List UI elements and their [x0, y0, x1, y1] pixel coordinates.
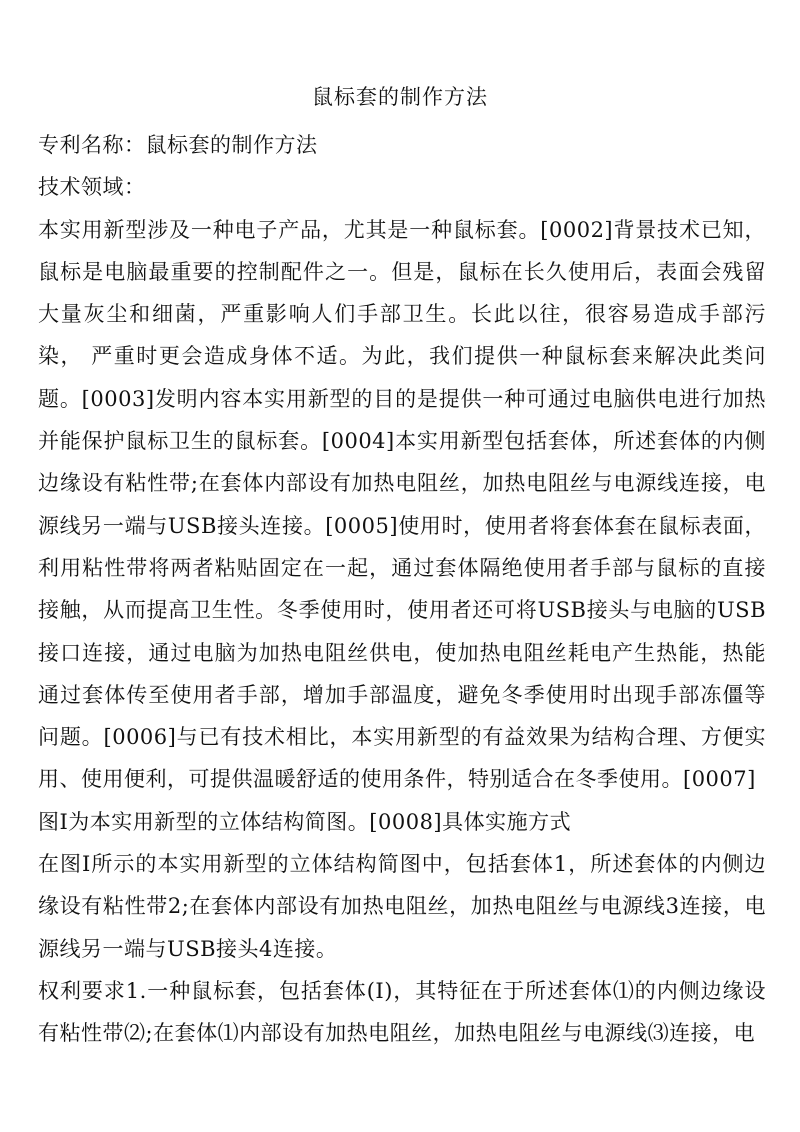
- patent-name-line: 专利名称：鼠标套的制作方法: [38, 133, 318, 157]
- main-description-paragraph: 本实用新型涉及一种电子产品，尤其是一种鼠标套。[0002]背景技术已知，鼠标是电脑最重要的控制配件之一。但是，鼠标在长久使用后，表面会残留大量灰尘和细菌，严重影响人们手部卫生。长此以往，很容易造成手部污染， 严重时更会造成身体不适。为此，我们提供一种鼠标套来解决此类问题。[0003]发明内容本实用新型的目的是提供一种可通过电脑供电进行加热并能保护鼠标卫生的鼠标套。[0004]本实用新型包括套体，所述套体的内侧边缘设有粘性带;在套体内部设有加热电阻丝，加热电阻丝与电源线连接，电源线另一端与USB接头连接。[0005]使用时，使用者将套体套在鼠标表面，利用粘性带将两者粘贴固定在一起，通过套体隔绝使用者手部与鼠标的直接接触，从而提高卫生性。冬季使用时，使用者还可将USB接头与电脑的USB接口连接，通过电脑为加热电阻丝供电，使加热电阻丝耗电产生热能，热能通过套体传至使用者手部，增加手部温度，避免冬季使用时出现手部冻僵等问题。[0006]与已有技术相比，本实用新型的有益效果为结构合理、方便实用、使用便利，可提供温暖舒适的使用条件，特别适合在冬季使用。[0007]: [38, 217, 766, 792]
- document-body: [38, 124, 766, 1055]
- figure-description-line: 图I为本实用新型的立体结构简图。[0008]具体实施方式: [38, 809, 572, 834]
- technical-field-heading: 技术领域：: [38, 175, 146, 200]
- embodiment-paragraph: 在图I所示的本实用新型的立体结构简图中，包括套体1，所述套体的内侧边缘设有粘性带2;在套体内部设有加热电阻丝，加热电阻丝与电源线3连接，电源线另一端与USB接头4连接。: [38, 852, 766, 961]
- document-title: 鼠标套的制作方法: [312, 85, 488, 109]
- claims-paragraph: 权利要求1.一种鼠标套，包括套体(I)，其特征在于所述套体⑴的内侧边缘设有粘性带⑵;在套体⑴内部设有加热电阻丝，加热电阻丝与电源线⑶连接，电: [38, 978, 766, 1046]
